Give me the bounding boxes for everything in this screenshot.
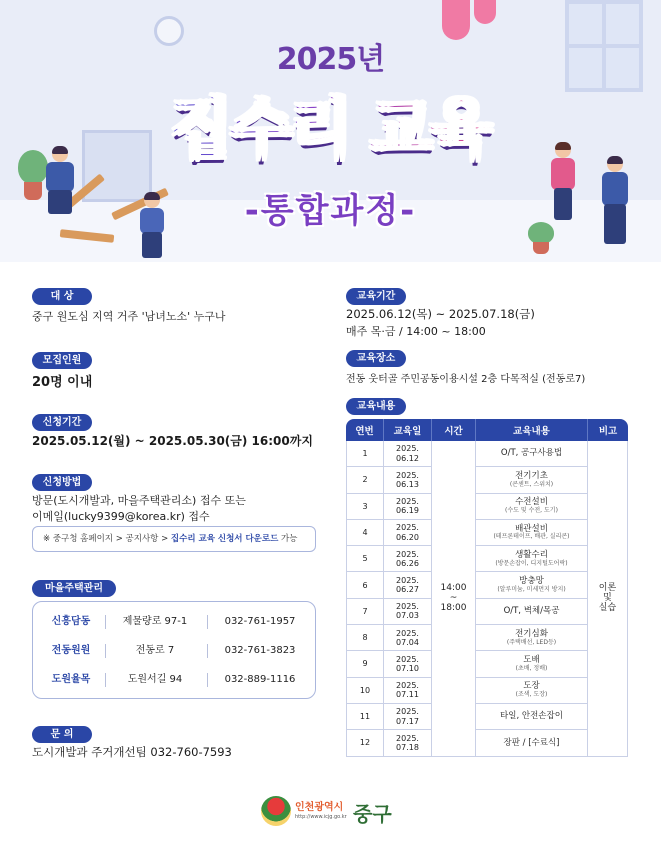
schedule-row: [346, 572, 628, 598]
recruit-text: 20명 이내: [32, 375, 93, 390]
schedule-row: [346, 494, 628, 520]
row-date-year: 2025.: [396, 602, 419, 612]
row-content: [476, 467, 588, 493]
row-date-day: 07.11: [396, 690, 419, 700]
row-number: 9: [346, 651, 384, 677]
row-content-title: 장판 / [수료식]: [503, 737, 560, 748]
row-content: [476, 730, 588, 756]
office-phone: 032-761-1957: [224, 616, 296, 627]
row-date: [384, 651, 432, 677]
hero-subtitle: -통합과정-: [244, 191, 417, 231]
apply-method-line1: 방문(도시개발과, 마을주택관리소) 접수 또는: [32, 494, 246, 507]
schedule-row: [346, 704, 628, 730]
schedule-row: [346, 678, 628, 704]
row-number: 10: [346, 678, 384, 704]
jung-gu-logo: [261, 796, 401, 830]
row-date-day: 07.17: [396, 716, 419, 726]
row-content-detail: (테프론테이프, 배관, 실리콘): [493, 533, 570, 541]
row-content: [476, 546, 588, 572]
office-row: [41, 608, 309, 636]
schedule-row: [346, 520, 628, 546]
row-content-detail: (수도 및 수전, 도기): [505, 507, 558, 515]
edu-period-line2: 매주 목·금 / 14:00 ~ 18:00: [346, 325, 486, 338]
row-content-title: 전기기초: [515, 471, 548, 482]
row-date-day: 06.27: [396, 585, 419, 595]
row-date: [384, 520, 432, 546]
office-label: 마을주택관리소: [32, 580, 116, 597]
office-row: [41, 666, 309, 694]
header-content: 교육내용: [476, 419, 588, 441]
row-content-detail: (방문손잡이, 디지털도어락): [495, 559, 568, 567]
download-link[interactable]: 집수리 교육 신청서 다운로드: [170, 534, 279, 544]
edu-content-label: 교육내용: [346, 398, 406, 415]
time-text: ~: [449, 593, 458, 604]
emblem-icon: [261, 796, 291, 826]
edu-period-line1: 2025.06.12(목) ~ 2025.07.18(금): [346, 307, 535, 321]
row-date: [384, 467, 432, 493]
office-name: 전동원원: [51, 645, 91, 656]
edu-period-label: 교육기간: [346, 288, 406, 305]
row-date-year: 2025.: [396, 470, 419, 480]
hero-title: [0, 78, 661, 170]
time-text: 18:00: [440, 603, 467, 614]
row-number: 6: [346, 572, 384, 598]
remark-text: 실습: [598, 603, 617, 614]
office-addr: 제물량로 97-1: [122, 616, 188, 627]
row-date: [384, 599, 432, 625]
row-date: [384, 730, 432, 756]
hero-year: 2025년: [276, 42, 385, 77]
office-phone: 032-761-3823: [224, 645, 296, 656]
row-content-title: O/T, 벽체/목공: [503, 606, 560, 617]
edu-place-text: 전동 웃터골 주민공동이용시설 2층 다목적실 (전동로7): [346, 374, 586, 385]
paint-drip-illustration: [474, 0, 496, 24]
row-content: [476, 704, 588, 730]
info-section: [0, 262, 661, 782]
office-addr: 도원서길 94: [127, 674, 183, 685]
target-label: 대 상: [32, 288, 92, 305]
inquiry-label: 문 의: [32, 726, 92, 743]
row-date-year: 2025.: [396, 523, 419, 533]
row-number: 5: [346, 546, 384, 572]
header-remark: 비고: [588, 419, 628, 441]
office-addr: 전동로 7: [135, 645, 175, 656]
office-phone: 032-889-1116: [224, 674, 296, 685]
header-date: 교육일: [384, 419, 432, 441]
apply-method-label: 신청방법: [32, 474, 92, 491]
row-content-title: 배관설비: [515, 523, 548, 534]
header-no: 연번: [346, 419, 384, 441]
row-content-title: 도장: [523, 681, 540, 692]
row-date-year: 2025.: [396, 654, 419, 664]
schedule-table: [346, 419, 628, 757]
row-number: 8: [346, 625, 384, 651]
row-number: 11: [346, 704, 384, 730]
schedule-header-row: [346, 419, 628, 441]
row-date-year: 2025.: [396, 549, 419, 559]
office-name: 도원율목: [51, 674, 91, 685]
note-prefix: ※ 중구청 홈페이지 > 공지사항 >: [43, 534, 171, 544]
row-date-day: 07.03: [396, 611, 419, 621]
schedule-row: [346, 441, 628, 467]
schedule-row: [346, 467, 628, 493]
row-number: 1: [346, 441, 384, 467]
row-content-detail: (콘센트, 스위치): [509, 480, 554, 488]
row-date-day: 07.10: [396, 664, 419, 674]
row-date-day: 07.04: [396, 637, 419, 647]
schedule-row: [346, 599, 628, 625]
row-content-detail: (알루미늄, 미세먼지 방지): [497, 586, 566, 594]
schedule-row: [346, 651, 628, 677]
schedule-row: [346, 546, 628, 572]
office-name: 신흥담동: [51, 616, 91, 627]
row-date-year: 2025.: [396, 444, 419, 454]
office-table: [32, 601, 316, 699]
recruit-label: 모집인원: [32, 352, 92, 369]
row-date-year: 2025.: [396, 707, 419, 717]
row-content: [476, 520, 588, 546]
row-date-day: 06.20: [396, 532, 419, 542]
row-date-day: 07.18: [396, 742, 419, 752]
time-text: 14:00: [440, 582, 467, 593]
row-date: [384, 572, 432, 598]
row-content: [476, 625, 588, 651]
hero-banner: [0, 0, 661, 262]
time-cell: [432, 441, 476, 757]
row-content-title: 방충망: [519, 576, 544, 587]
edu-place-label: 교육장소: [346, 350, 406, 367]
row-content-title: 타일, 안전손잡이: [500, 711, 563, 722]
logo-city: 인천광역시: [295, 802, 344, 813]
hero-title-text: 집수리 교육: [170, 93, 491, 167]
row-number: 2: [346, 467, 384, 493]
office-row: [41, 637, 309, 665]
row-date-year: 2025.: [396, 733, 419, 743]
apply-period-text: 2025.05.12(월) ~ 2025.05.30(금) 16:00까지: [32, 434, 313, 448]
row-number: 4: [346, 520, 384, 546]
row-content: [476, 678, 588, 704]
row-content: [476, 651, 588, 677]
logo-url: http://www.icjg.go.kr: [295, 814, 347, 820]
row-date-year: 2025.: [396, 681, 419, 691]
row-content: [476, 572, 588, 598]
footer: [0, 782, 661, 841]
remark-text: 및: [603, 593, 612, 604]
row-date-year: 2025.: [396, 497, 419, 507]
row-content-title: 생활수리: [515, 550, 548, 560]
row-date: [384, 678, 432, 704]
row-content-title: 도배: [523, 655, 540, 666]
row-number: 3: [346, 494, 384, 520]
note-suffix: 가능: [278, 534, 298, 544]
target-text: 중구 원도심 지역 거주 '남녀노소' 누구나: [32, 310, 226, 323]
apply-note: [32, 526, 316, 552]
row-date: [384, 625, 432, 651]
remark-cell: [588, 441, 628, 757]
logo-gu: 중구: [353, 802, 392, 826]
row-date-day: 06.12: [396, 453, 419, 463]
row-date: [384, 704, 432, 730]
row-content-detail: (주택배선, LED등): [506, 638, 557, 646]
apply-period-label: 신청기간: [32, 414, 92, 431]
row-content: [476, 494, 588, 520]
row-number: 7: [346, 599, 384, 625]
row-content-detail: (초배, 정배): [515, 664, 548, 672]
row-content: [476, 441, 588, 467]
row-date-day: 06.19: [396, 506, 419, 516]
row-content-title: 전기심화: [515, 628, 548, 639]
inquiry-text: 도시개발과 주거개선팀 032-760-7593: [32, 745, 232, 759]
pot-icon: [533, 242, 549, 254]
row-content-detail: (조색, 도장): [515, 691, 548, 699]
row-date-day: 06.13: [396, 479, 419, 489]
row-date-year: 2025.: [396, 575, 419, 585]
row-content-title: O/T, 공구사용법: [500, 448, 563, 459]
row-content: [476, 599, 588, 625]
row-date-day: 06.26: [396, 558, 419, 568]
schedule-row: [346, 730, 628, 756]
header-time: 시간: [432, 419, 476, 441]
remark-text: 이론: [598, 582, 617, 593]
schedule-row: [346, 625, 628, 651]
row-number: 12: [346, 730, 384, 756]
row-date: [384, 494, 432, 520]
apply-method-line2: 이메일(lucky9399@korea.kr) 접수: [32, 510, 210, 523]
row-date-year: 2025.: [396, 628, 419, 638]
row-content-title: 수전설비: [515, 497, 548, 508]
row-date: [384, 441, 432, 467]
row-date: [384, 546, 432, 572]
